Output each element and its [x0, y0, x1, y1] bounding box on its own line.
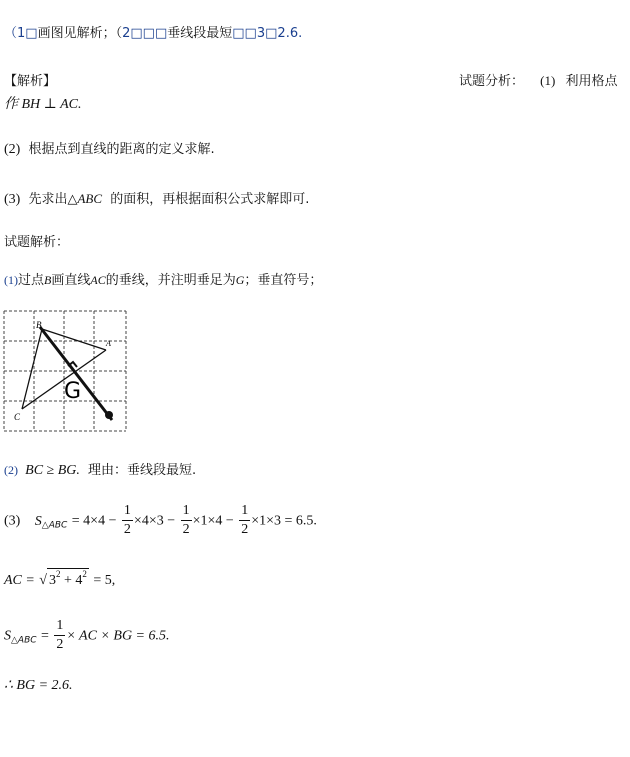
placeholder-glyph: □□ — [232, 26, 257, 41]
solution-step1-a: 过点 — [18, 273, 45, 288]
answer-part1-number: 1 — [17, 26, 26, 41]
analysis-step3-post: 的面积，再根据面积公式求解即可. — [110, 192, 310, 207]
sqrt-sign: √ — [39, 573, 47, 588]
point-g-label: G — [235, 273, 245, 287]
solution-step1-e: 的垂线，并注明垂足为 — [105, 273, 236, 288]
solution-step1-g: ；垂直符号； — [244, 273, 323, 288]
analysis-step1-text: 利用格点 — [565, 74, 618, 89]
solution-step3-number: (3) — [4, 513, 21, 529]
analysis-step3 — [4, 188, 309, 208]
analysis-line2-text: 作 BH ⊥ AC. — [4, 97, 82, 112]
eq1-part-d: ×1×3 = 6.5. — [251, 513, 317, 529]
area-subscript: △ABC — [11, 635, 37, 646]
label-g: G — [64, 379, 82, 404]
area-symbol: S — [34, 513, 42, 529]
analysis-heading: 【解析】 — [4, 74, 57, 89]
eq1-part-a: = 4×4 − — [71, 513, 117, 529]
eq2-lhs: AC = — [4, 573, 35, 588]
answer-line — [4, 22, 302, 41]
analysis-step2-number: (2) — [4, 142, 21, 157]
eq3-rhs: × AC × BG = 6.5. — [66, 628, 170, 644]
analysis-step2 — [4, 138, 215, 158]
sqrt-radicand: $3^2 + 4^2$ — [48, 569, 87, 588]
eq2-rhs: = 5, — [93, 573, 116, 588]
placeholder-glyph: □□□ — [130, 26, 168, 41]
label-b: B — [36, 320, 42, 330]
eq1-part-c: ×1×4 − — [192, 513, 234, 529]
grid-figure — [2, 308, 132, 436]
analysis-step3-pre: 先求出 — [28, 192, 68, 207]
line-ac-label: AC — [90, 273, 106, 287]
answer-part2-number: 2 — [122, 26, 131, 41]
solution-step1-number: (1) — [4, 273, 18, 287]
answer-part2-text: 垂线段最短 — [167, 26, 233, 41]
fraction-half: $\frac{1}{2}$ — [182, 503, 190, 537]
label-c: C — [14, 412, 21, 422]
solution-step1 — [4, 269, 322, 288]
solution-step2-number: (2) — [4, 463, 18, 477]
eq1-part-b: ×4×3 − — [133, 513, 176, 529]
fraction-half: $\frac{1}{2}$ — [123, 503, 131, 537]
area-symbol: S — [4, 628, 11, 644]
final-answer: ∴ BG = 2.6. — [4, 678, 73, 693]
answer-part3: 2.6. — [277, 26, 303, 41]
fraction-half: $\frac{1}{2}$ — [56, 618, 64, 652]
solution-step2-text: 理由：垂线段最短. — [88, 463, 197, 478]
solution-step1-c: 画直线 — [51, 273, 91, 288]
solution-heading: 试题解析： — [4, 235, 70, 250]
analysis-step3-number: (3) — [4, 192, 21, 207]
answer-value: 3 — [256, 26, 266, 41]
analysis-intro — [459, 70, 617, 89]
analysis-step2-text: 根据点到直线的距离的定义求解. — [28, 142, 215, 157]
placeholder-glyph: □ — [25, 26, 38, 41]
solution-eq4 — [4, 677, 73, 694]
analysis-label: 试题分析： — [459, 74, 525, 89]
placeholder-glyph: □ — [265, 26, 278, 41]
analysis-step1-number: (1) — [540, 73, 556, 88]
solution-step2 — [4, 459, 196, 479]
analysis-step3-triangle: △ABC — [67, 191, 103, 206]
point-b-label: B — [44, 273, 52, 287]
label-a: A — [106, 339, 111, 348]
solution-eq2 — [4, 568, 115, 590]
area-subscript: △ABC — [41, 520, 68, 531]
answer-part1-text: 画图见解析；（ — [37, 26, 123, 41]
line-end-dot — [105, 411, 113, 419]
answer-paren: （ — [4, 26, 18, 41]
solution-eq3 — [4, 619, 170, 652]
analysis-line2 — [4, 93, 81, 113]
solution-step3-eq1 — [4, 504, 317, 537]
fraction-half: $\frac{1}{2}$ — [241, 503, 249, 537]
eq3-equals: = — [41, 628, 49, 644]
solution-step2-math: BC ≥ BG. — [25, 463, 80, 478]
